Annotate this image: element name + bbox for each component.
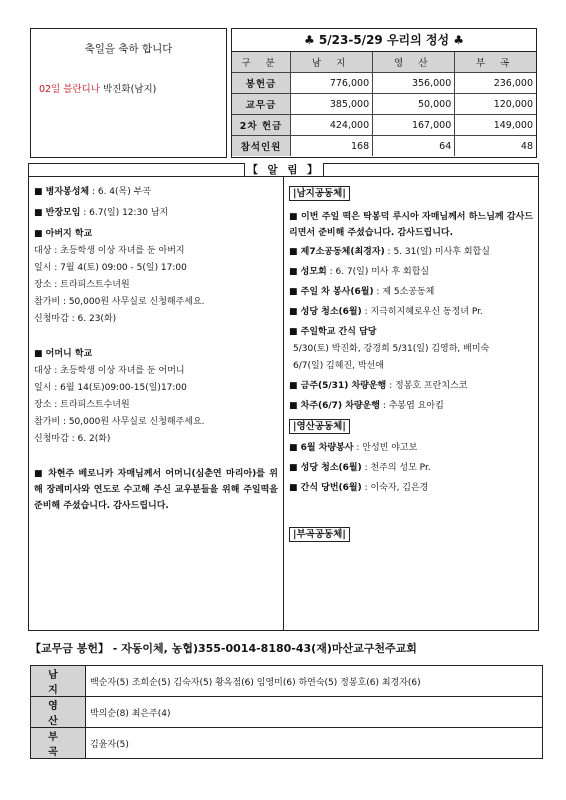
mothers-school-line: 신청마감 : 6. 2(화) [34, 434, 111, 444]
offering-grid [232, 52, 536, 156]
notice-item-text: : 6. 4(목) 부곡 [89, 187, 152, 197]
feast-day-box [30, 28, 227, 158]
notice-item [289, 304, 533, 321]
donor-row [31, 697, 543, 728]
offering-cell: 168 [291, 136, 373, 157]
offering-cell: 385,000 [291, 94, 373, 115]
notice-item-text: : 제 5소공동체 [373, 287, 435, 297]
notice-item-text: : 6.7(일) 12:30 남지 [80, 208, 169, 218]
notice-item-label: ■ 차주(6/7) 차량운행 [289, 401, 380, 411]
offering-header-row [232, 52, 536, 73]
offering-cell: 48 [455, 136, 536, 157]
namji-community-header: |남지공동체| [289, 186, 350, 201]
notice-item [289, 378, 533, 395]
notice-item-label: ■ 제7소공동체(최경자) [289, 247, 385, 257]
offering-cell: 149,000 [455, 115, 536, 136]
offering-row-label: 참석인원 [232, 136, 291, 157]
offering-cell: 64 [373, 136, 455, 157]
feast-day-entry [39, 81, 156, 95]
notice-item-label: ■ 간식 당번(6월) [289, 483, 362, 493]
offering-row-label: 2차 헌금 [232, 115, 291, 136]
fathers-school-line: 일시 : 7월 4(토) 09:00 - 5(일) 17:00 [34, 263, 187, 273]
notice-item-label: ■ 성당 청소(6월) [289, 463, 362, 473]
rice-cake-note: ■ 이번 주일 떡은 탁봉덕 루시아 자매님께서 하느님께 감사드리면서 준비해 주셨습니다. 감사드립니다. [289, 212, 533, 238]
donor-names: 백순자(5) 조희순(5) 김숙자(5) 황옥점(6) 임영미(6) 하연숙(5) 정봉호(6) 최경자(6) [86, 666, 543, 697]
offering-cell: 50,000 [373, 94, 455, 115]
notice-item [289, 244, 533, 261]
offering-header: 구 분 [232, 52, 291, 73]
offering-cell: 120,000 [455, 94, 536, 115]
notice-title: 【 알 림 】 [244, 163, 324, 177]
offering-cell: 424,000 [291, 115, 373, 136]
mothers-school-line: 대상 : 초등학생 이상 자녀를 둔 어머니 [34, 366, 185, 376]
offering-header: 부 곡 [455, 52, 536, 73]
notice-item [289, 440, 533, 457]
feast-day-person: 박진화(남지) [103, 84, 157, 95]
notice-item-label: ■ 6월 차량봉사 [289, 443, 354, 453]
notice-item-label: ■ 주일학교 간식 담당 [289, 327, 377, 337]
offering-row [232, 115, 536, 136]
offering-cell: 167,000 [373, 115, 455, 136]
offering-cell: 356,000 [373, 73, 455, 94]
offering-row [232, 136, 536, 157]
notice-item-label: ■ 성모회 [289, 267, 327, 277]
tithe-donors-table [30, 665, 543, 759]
notice-item-text: : 이숙자, 김은경 [361, 483, 429, 493]
yeongsan-community-header: |영산공동체| [289, 419, 350, 434]
offering-cell: 236,000 [455, 73, 536, 94]
mothers-school-line: 참가비 : 50,000원 사무실로 신청해주세요. [34, 417, 205, 427]
offering-row [232, 94, 536, 115]
donor-names: 김윤자(5) [86, 728, 543, 759]
feast-day-date: 02일 [39, 84, 61, 95]
donor-row [31, 666, 543, 697]
column-divider [283, 177, 284, 630]
donor-names: 박의순(8) 최은주(4) [86, 697, 543, 728]
fathers-school-title: ■ 아버지 학교 [34, 229, 93, 239]
donor-community: 영 산 [31, 697, 86, 728]
notice-item-label: ■ 병자봉성체 [34, 187, 90, 197]
notice-item-text: : 6. 7(일) 미사 후 회합실 [326, 267, 430, 277]
offering-table [231, 28, 537, 158]
snack-duty-line: 5/30(토) 박진화, 강경희 5/31(일) 김영하, 배미숙 [293, 344, 490, 354]
mothers-school-line: 장소 : 트라피스트수녀원 [34, 400, 130, 410]
notice-item-label: ■ 반장모임 [34, 208, 81, 218]
notice-item-text: : 정봉호 프란치스코 [386, 381, 468, 391]
notice-item-text: : 추봉엽 요아킴 [379, 401, 444, 411]
fathers-school-line: 대상 : 초등학생 이상 자녀를 둔 아버지 [34, 246, 185, 256]
notice-item-text: : 천주의 성모 Pr. [361, 463, 431, 473]
notice-item-text: : 지극히지혜로우신 동정녀 Pr. [361, 307, 483, 317]
offering-cell: 776,000 [291, 73, 373, 94]
offering-header: 남 지 [291, 52, 373, 73]
offering-title: ♣ 5/23-5/29 우리의 정성 ♣ [232, 29, 536, 52]
mothers-school-title: ■ 어머니 학교 [34, 349, 93, 359]
notice-item [34, 184, 278, 201]
notice-right-column [289, 186, 533, 544]
notice-item [289, 398, 533, 415]
donor-row [31, 728, 543, 759]
fathers-school-line: 장소 : 트라피스트수녀원 [34, 280, 130, 290]
notice-title-text: 알 림 [267, 164, 301, 176]
offering-row-label: 봉헌금 [232, 73, 291, 94]
notice-item-text: : 5. 31(일) 미사후 회합실 [384, 247, 490, 257]
notice-item [289, 264, 533, 281]
tithe-bank-info: 【교무금 봉헌】 - 자동이체, 농협)355-0014-8180-43(재)마산교구천주교회 [30, 642, 417, 655]
notice-item-text: : 안성빈 야고보 [353, 443, 418, 453]
offering-row-label: 교무금 [232, 94, 291, 115]
offering-row [232, 73, 536, 94]
mothers-school-line: 일시 : 6월 14(토)09:00-15(일)17:00 [34, 383, 187, 393]
notice-item [289, 284, 533, 301]
feast-day-title: 축일을 축하 합니다 [84, 43, 173, 55]
snack-duty-line: 6/7(일) 김혜진, 박선애 [293, 361, 384, 371]
notice-item-label: ■ 금주(5/31) 차량운행 [289, 381, 387, 391]
thanks-note: ■ 차현주 베로니카 자매님께서 어머니(심춘연 마리아)를 위해 장례미사와 연도로 수고해 주신 교우분들을 위해 주일떡을 준비해 주셨습니다. 감사드립니다. [34, 469, 278, 511]
bugok-community-header: |부곡공동체| [289, 527, 350, 542]
feast-day-saint: 블란디나 [63, 84, 101, 95]
fathers-school-line: 신청마감 : 6. 23(화) [34, 314, 117, 324]
offering-header: 영 산 [373, 52, 455, 73]
notice-item [289, 480, 533, 497]
notice-left-column [34, 184, 278, 514]
notice-item [34, 205, 278, 222]
notice-item [289, 460, 533, 477]
donor-community: 남 지 [31, 666, 86, 697]
fathers-school-line: 참가비 : 50,000원 사무실로 신청해주세요. [34, 297, 205, 307]
notice-item-label: ■ 주일 차 봉사(6월) [289, 287, 374, 297]
notice-item-label: ■ 성당 청소(6월) [289, 307, 362, 317]
donor-community: 부 곡 [31, 728, 86, 759]
